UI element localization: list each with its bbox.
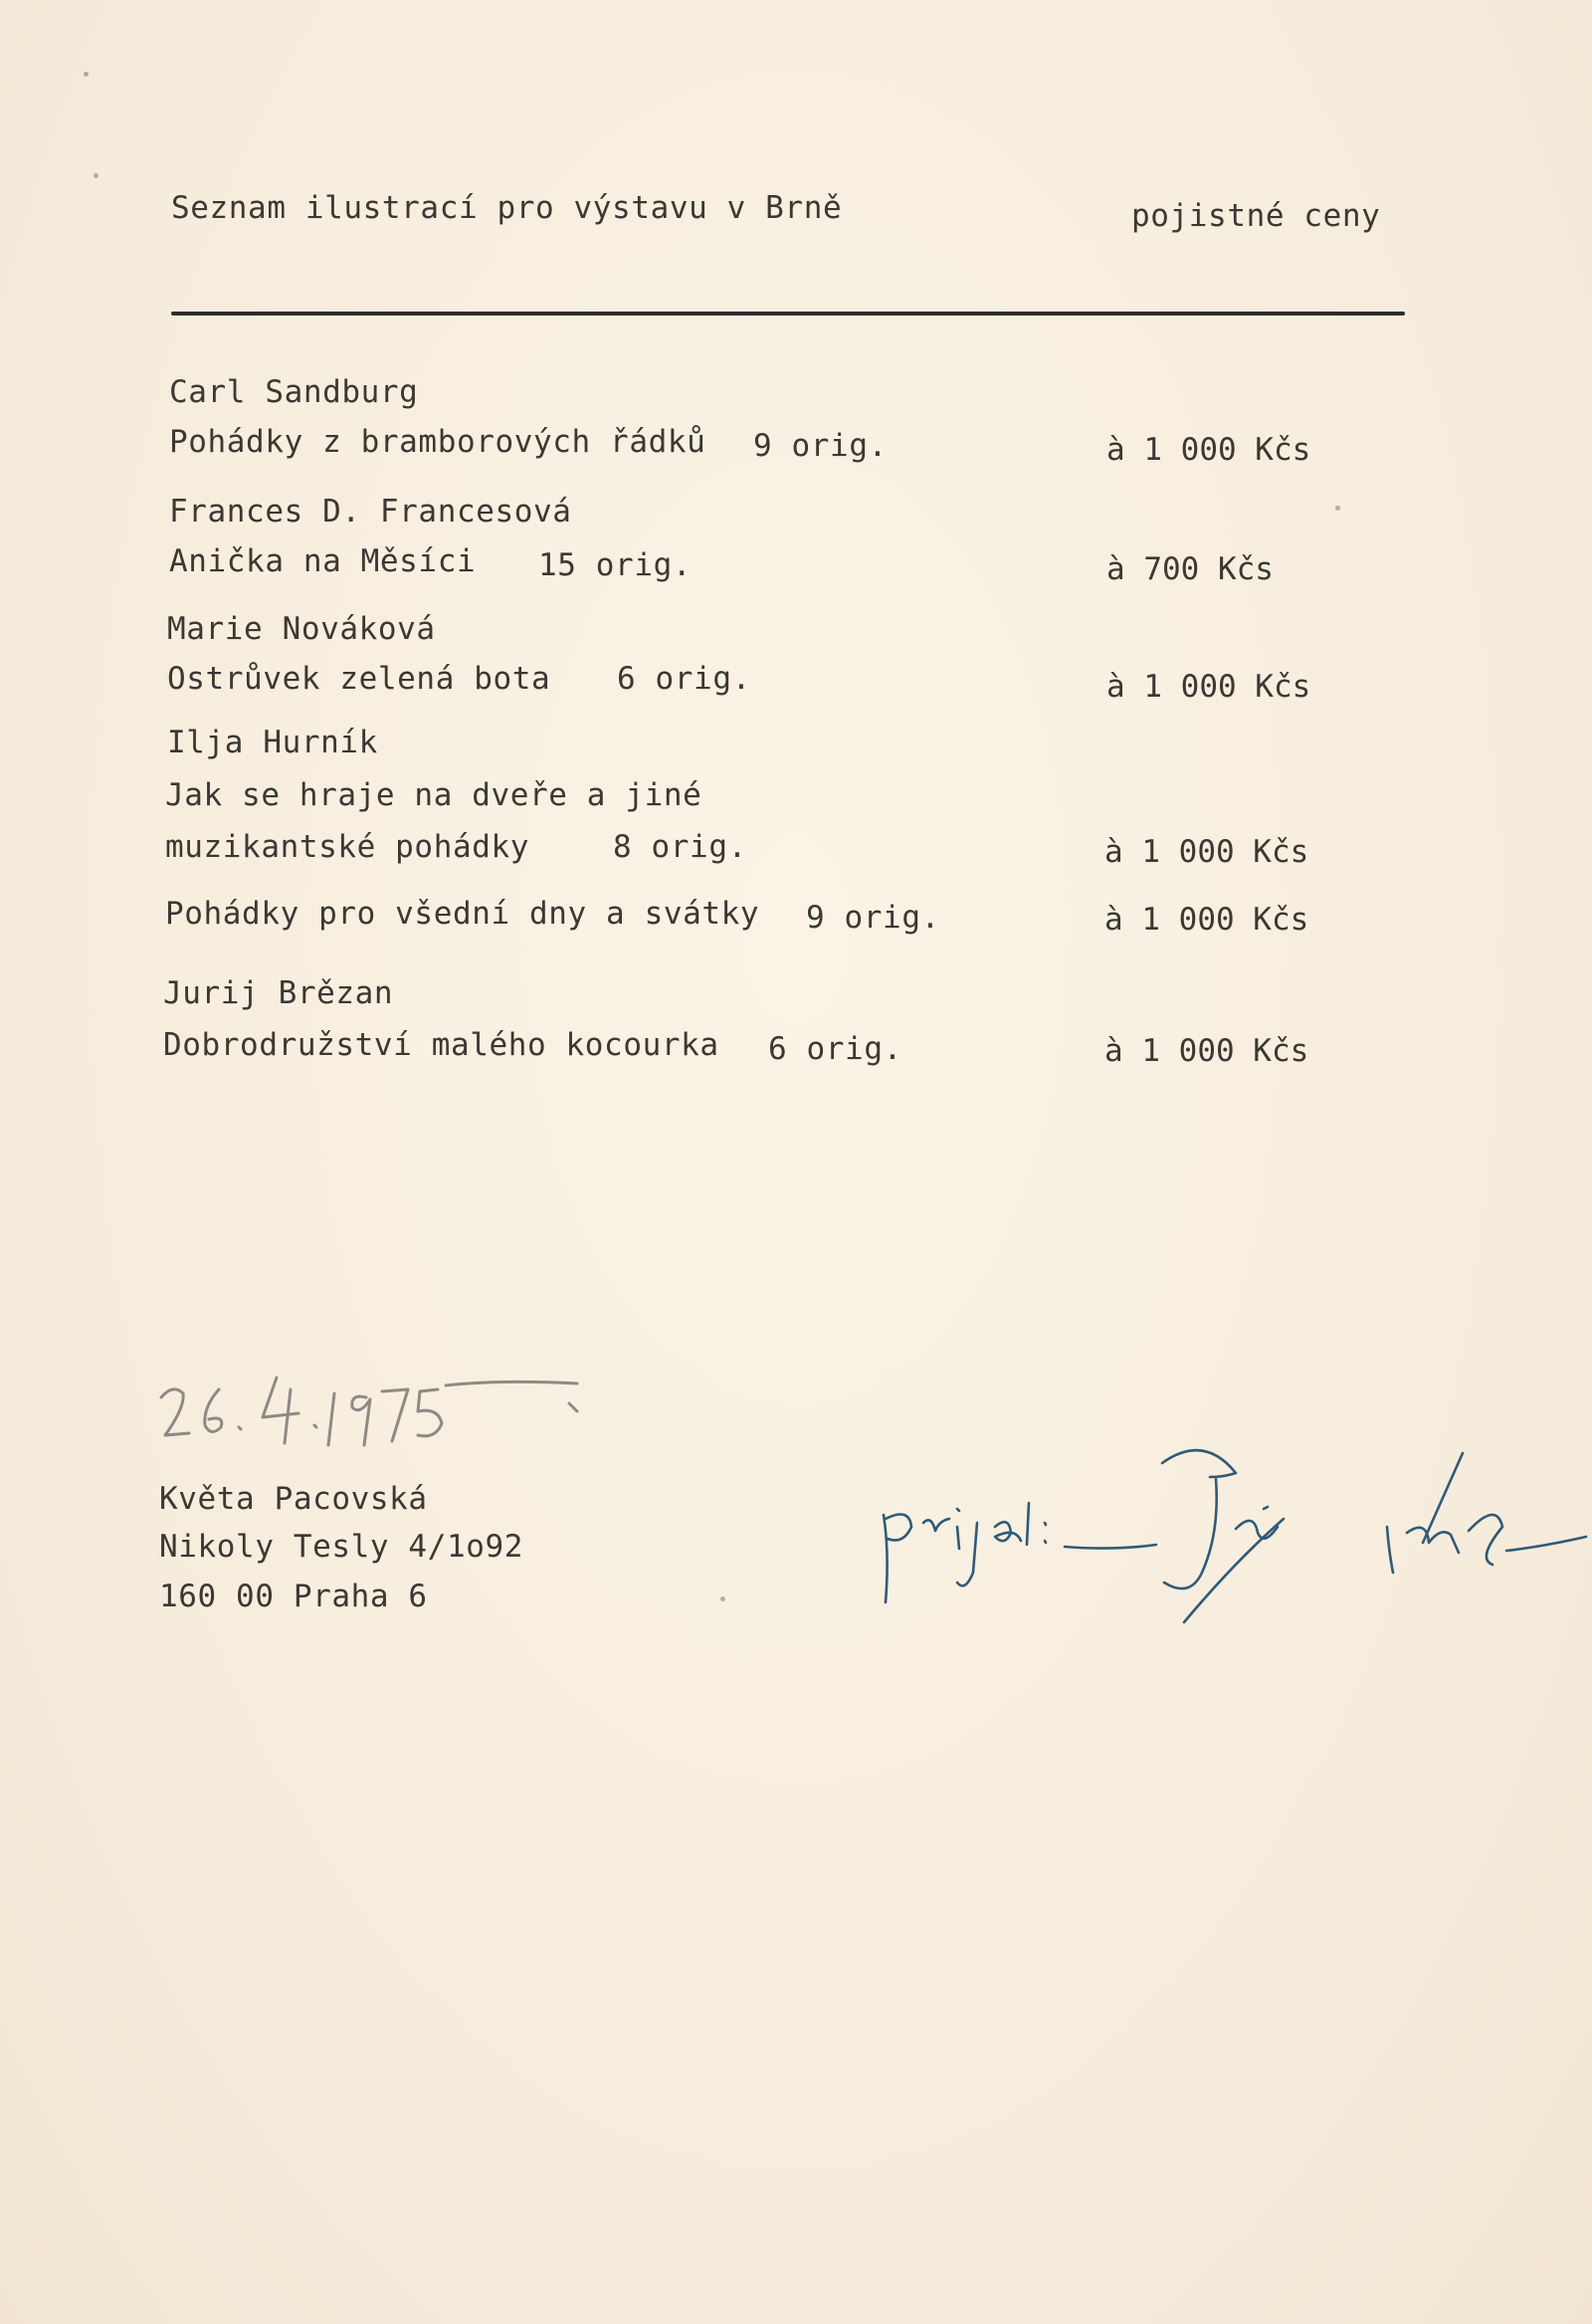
signature-text: přijal: Jiří Vach (866, 1423, 877, 1424)
entry-count: 6 orig. (617, 661, 751, 697)
entry-price: à 1 000 Kčs (1104, 902, 1309, 938)
sender-street: Nikoly Tesly 4/1o92 (159, 1529, 524, 1565)
entry-count: 15 orig. (538, 547, 693, 583)
sender-name: Květa Pacovská (159, 1481, 428, 1517)
entry-count: 6 orig. (768, 1031, 902, 1067)
document-title: Seznam ilustrací pro výstavu v Brně (171, 190, 843, 226)
handwritten-date (139, 1364, 597, 1473)
entry-price: à 700 Kčs (1106, 551, 1274, 587)
entry-work-line2: muzikantské pohádky (165, 829, 530, 865)
entry-work-line1: Jak se hraje na dveře a jiné (165, 777, 702, 813)
entry-author: Ilja Hurník (167, 725, 378, 760)
entry-count: 8 orig. (613, 829, 747, 865)
entry-count: 9 orig. (806, 900, 940, 936)
entry-price: à 1 000 Kčs (1104, 1033, 1309, 1069)
entry-count: 9 orig. (753, 428, 888, 464)
paper-speck (84, 72, 89, 77)
entry-work: Anička na Měsíci (169, 543, 477, 579)
paper-speck (94, 173, 99, 178)
sender-city: 160 00 Praha 6 (159, 1579, 428, 1614)
entry-author: Marie Nováková (167, 611, 436, 647)
column-header-insurance-prices: pojistné ceny (1131, 198, 1381, 234)
entry-author: Frances D. Francesová (169, 494, 572, 529)
entry-work: Ostrůvek zelená bota (167, 661, 551, 697)
entry-work: Dobrodružství malého kocourka (163, 1027, 719, 1063)
entry-author: Jurij Brězan (163, 975, 394, 1011)
entry-author: Carl Sandburg (169, 374, 419, 410)
entry-price: à 1 000 Kčs (1104, 834, 1309, 870)
paper-speck (720, 1596, 725, 1601)
entry-work: Pohádky z bramborových řádků (169, 424, 706, 460)
signature (866, 1423, 1592, 1652)
entry-price: à 1 000 Kčs (1106, 669, 1311, 705)
header-divider (171, 312, 1405, 316)
entry-work: Pohádky pro všední dny a svátky (165, 896, 760, 932)
handwritten-date-text: 26.4.1975 (139, 1364, 145, 1365)
entry-price: à 1 000 Kčs (1106, 432, 1311, 468)
paper-speck (1335, 506, 1340, 511)
